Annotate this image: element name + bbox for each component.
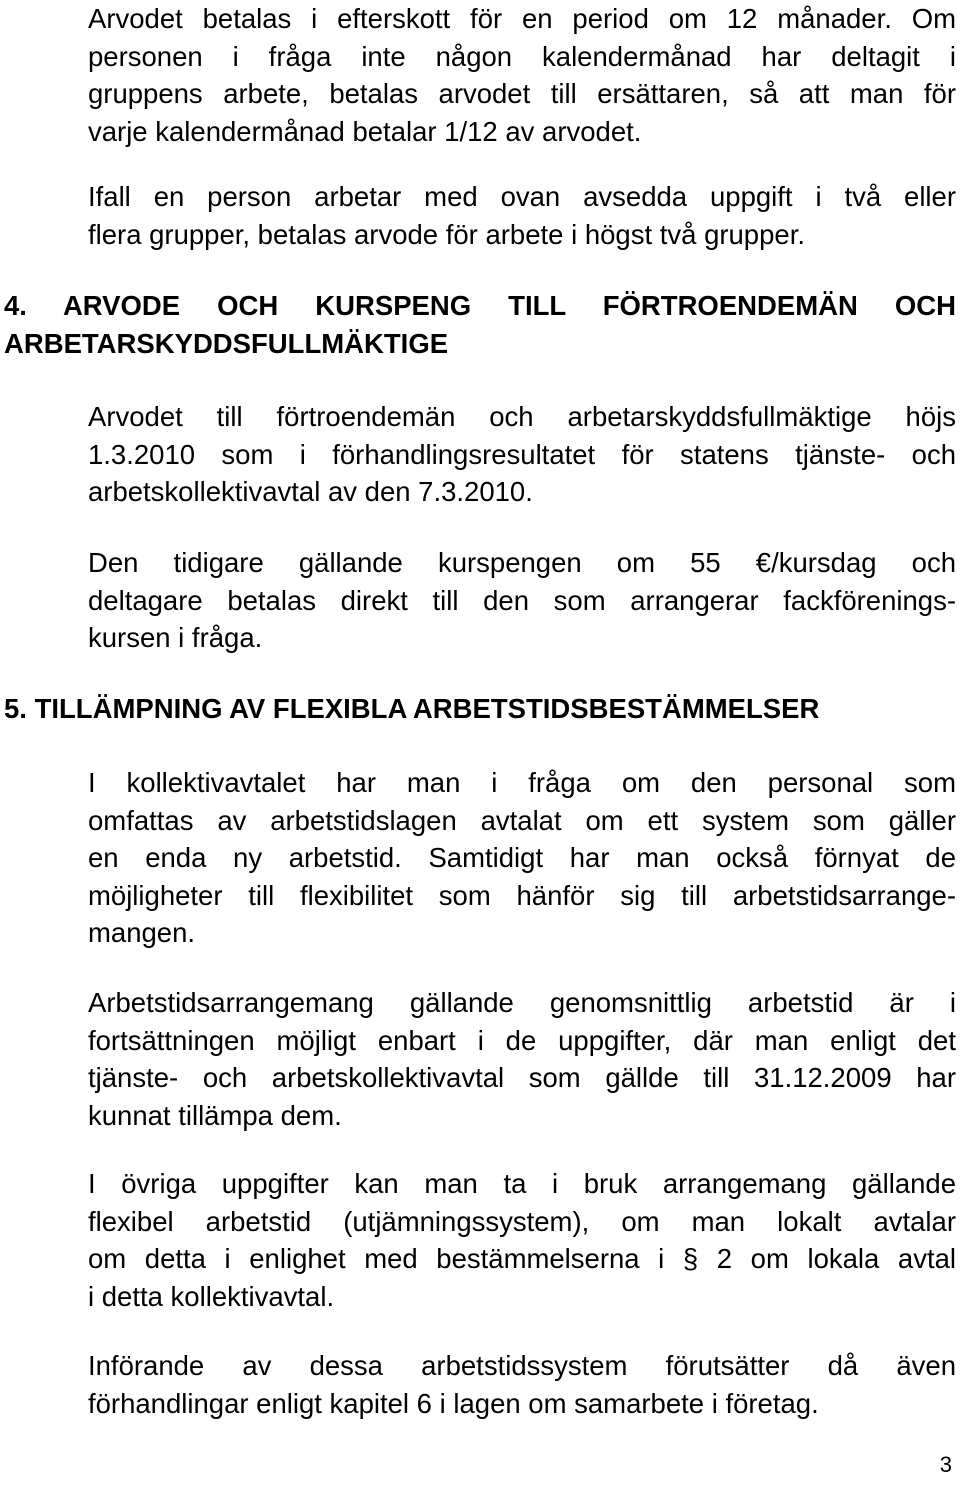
- text-line: omfattas av arbetstidslagen avtalat om ett system som gäller: [88, 804, 956, 836]
- text-line: Arvodet betalas i efterskott för en period om 12 månader. Om: [88, 3, 956, 34]
- text-line: Införande av dessa arbetstidssystem förutsätter då även: [88, 1350, 956, 1381]
- text-line: gruppens arbete, betalas arvodet till ersättaren, så att man för: [88, 78, 956, 109]
- text-line: förhandlingar enligt kapitel 6 i lagen om samarbete i företag.: [88, 1387, 819, 1419]
- text-line: I övriga uppgifter kan man ta i bruk arrangemang gällande: [88, 1168, 956, 1199]
- heading-line: 4. ARVODE OCH KURSPENG TILL FÖRTROENDEMÄN OCH: [4, 290, 956, 321]
- heading-line: 5. TILLÄMPNING AV FLEXIBLA ARBETSTIDSBESTÄMMELSER: [4, 693, 820, 724]
- text-line: Den tidigare gällande kurspengen om 55 €/kursdag och: [88, 547, 956, 578]
- paragraph-fee-payment: [88, 0, 956, 150]
- paragraph-negotiations: [88, 1347, 956, 1422]
- text-line: en enda ny arbetstid. Samtidigt har man också förnyat de: [88, 842, 956, 873]
- text-line: flexibel arbetstid (utjämningssystem), om man lokalt avtalar: [88, 1205, 956, 1237]
- paragraph-flexible-working-time: [88, 1165, 956, 1315]
- paragraph-course-allowance: [88, 544, 956, 657]
- paragraph-collective-agreement: [88, 764, 956, 952]
- text-line: kursen i fråga.: [88, 622, 263, 653]
- text-line: deltagare betalas direkt till den som arrangerar fackförenings-: [88, 584, 956, 616]
- text-line: Arvodet till förtroendemän och arbetarskyddsfullmäktige höjs: [88, 401, 956, 432]
- text-line: tjänste- och arbetskollektivavtal som gällde till 31.12.2009 har: [88, 1062, 956, 1093]
- text-line: arbetskollektivavtal av den 7.3.2010.: [88, 476, 533, 507]
- section-heading-4: [4, 287, 956, 362]
- text-line: i detta kollektivavtal.: [88, 1280, 335, 1312]
- text-line: 1.3.2010 som i förhandlingsresultatet för statens tjänste- och: [88, 438, 956, 470]
- paragraph-average-working-time: [88, 984, 956, 1134]
- text-line: varje kalendermånad betalar 1/12 av arvodet.: [88, 115, 642, 147]
- page-number: 3: [939, 1452, 952, 1477]
- paragraph-fee-increase: [88, 398, 956, 511]
- paragraph-multiple-groups: [88, 178, 956, 253]
- text-line: I kollektivavtalet har man i fråga om den personal som: [88, 767, 956, 798]
- text-line: mangen.: [88, 917, 196, 948]
- text-line: möjligheter till flexibilitet som hänför sig till arbetstidsarrange-: [88, 879, 956, 911]
- text-line: om detta i enlighet med bestämmelserna i § 2 om lokala avtal: [88, 1243, 956, 1274]
- text-line: flera grupper, betalas arvode för arbete i högst två grupper.: [88, 218, 805, 250]
- text-line: personen i fråga inte någon kalendermånad har deltagit i: [88, 40, 956, 72]
- heading-line: ARBETARSKYDDSFULLMÄKTIGE: [4, 327, 449, 359]
- text-line: Ifall en person arbetar med ovan avsedda uppgift i två eller: [88, 181, 956, 212]
- text-line: fortsättningen möjligt enbart i de uppgifter, där man enligt det: [88, 1024, 956, 1056]
- text-line: Arbetstidsarrangemang gällande genomsnittlig arbetstid är i: [88, 987, 956, 1018]
- text-line: kunnat tillämpa dem.: [88, 1099, 342, 1131]
- section-heading-5: [4, 690, 956, 728]
